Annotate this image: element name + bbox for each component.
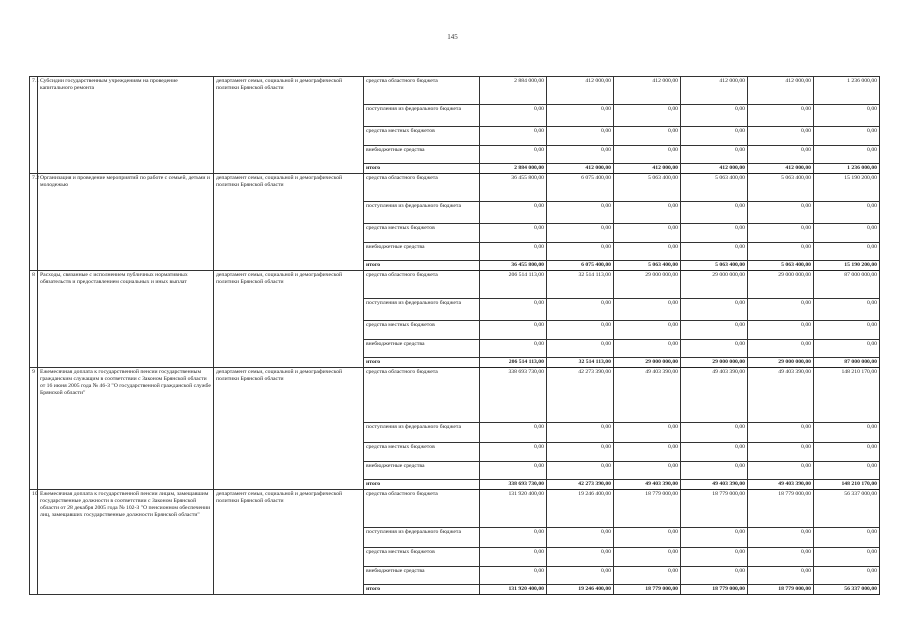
amount-cell: 18 779 000,00 bbox=[614, 585, 681, 595]
amount-cell: 0,00 bbox=[681, 224, 748, 243]
amount-cell: 32 514 113,00 bbox=[547, 271, 614, 299]
item-number: 10 bbox=[30, 490, 38, 595]
amount-cell: 0,00 bbox=[480, 127, 547, 146]
amount-cell: 0,00 bbox=[681, 548, 748, 567]
amount-cell: 0,00 bbox=[681, 567, 748, 585]
amount-cell: 2 884 000,00 bbox=[480, 164, 547, 174]
amount-cell: 0,00 bbox=[480, 462, 547, 480]
amount-cell: 0,00 bbox=[547, 340, 614, 358]
amount-cell: 0,00 bbox=[614, 224, 681, 243]
amount-cell: 0,00 bbox=[547, 548, 614, 567]
amount-cell: 0,00 bbox=[681, 299, 748, 321]
amount-cell: 49 403 390,00 bbox=[614, 368, 681, 423]
funding-source-label: средства местных бюджетов bbox=[364, 321, 480, 340]
funding-source-label: средства местных бюджетов bbox=[364, 548, 480, 567]
amount-cell: 29 000 000,00 bbox=[614, 271, 681, 299]
amount-cell: 412 000,00 bbox=[614, 164, 681, 174]
amount-cell: 0,00 bbox=[614, 548, 681, 567]
funding-source-label: средства местных бюджетов bbox=[364, 127, 480, 146]
item-number: 9 bbox=[30, 368, 38, 490]
amount-cell: 5 063 400,00 bbox=[614, 261, 681, 271]
amount-cell: 0,00 bbox=[814, 243, 880, 261]
amount-cell: 15 190 200,00 bbox=[814, 261, 880, 271]
funding-source-label: внебюджетные средства bbox=[364, 146, 480, 164]
amount-cell: 0,00 bbox=[681, 127, 748, 146]
amount-cell: 338 693 730,00 bbox=[480, 480, 547, 490]
amount-cell: 29 000 000,00 bbox=[681, 271, 748, 299]
amount-cell: 0,00 bbox=[748, 243, 814, 261]
item-name: Субсидии государственным учреждениям на проведение капитального ремонта bbox=[38, 77, 214, 174]
item-name: Организация и проведение мероприятий по работе с семьей, детьми и молодежью bbox=[38, 174, 214, 271]
amount-cell: 0,00 bbox=[814, 462, 880, 480]
funding-source-label: итого bbox=[364, 358, 480, 368]
amount-cell: 0,00 bbox=[614, 243, 681, 261]
amount-cell: 5 063 400,00 bbox=[681, 261, 748, 271]
item-number: 7.2 bbox=[30, 174, 38, 271]
item-number: 8 bbox=[30, 271, 38, 368]
funding-source-label: средства областного бюджета bbox=[364, 368, 480, 423]
amount-cell: 0,00 bbox=[748, 105, 814, 127]
amount-cell: 412 000,00 bbox=[614, 77, 681, 105]
amount-cell: 0,00 bbox=[480, 202, 547, 224]
amount-cell: 0,00 bbox=[614, 321, 681, 340]
funding-source-label: итого bbox=[364, 585, 480, 595]
item-name: Ежемесячная доплата к государственной пенсии лицам, замещавшим государственные должности в соответствии с Законом Брянской области от 28 декабря 2005 года № 102-З "О пенсионном обеспечении лиц, замещавших государственные должности Брянской области" bbox=[38, 490, 214, 595]
amount-cell: 29 000 000,00 bbox=[748, 358, 814, 368]
funding-source-label: поступления из федерального бюджета bbox=[364, 299, 480, 321]
amount-cell: 0,00 bbox=[681, 462, 748, 480]
amount-cell: 0,00 bbox=[814, 423, 880, 443]
amount-cell: 131 920 400,00 bbox=[480, 585, 547, 595]
amount-cell: 0,00 bbox=[681, 528, 748, 548]
amount-cell: 0,00 bbox=[614, 567, 681, 585]
funding-source-label: средства областного бюджета bbox=[364, 174, 480, 202]
amount-cell: 0,00 bbox=[547, 243, 614, 261]
amount-cell: 0,00 bbox=[814, 567, 880, 585]
amount-cell: 412 000,00 bbox=[547, 164, 614, 174]
amount-cell: 0,00 bbox=[681, 202, 748, 224]
amount-cell: 6 075 400,00 bbox=[547, 261, 614, 271]
funding-source-label: внебюджетные средства bbox=[364, 567, 480, 585]
amount-cell: 0,00 bbox=[814, 528, 880, 548]
amount-cell: 0,00 bbox=[748, 299, 814, 321]
amount-cell: 2 884 000,00 bbox=[480, 77, 547, 105]
funding-source-label: итого bbox=[364, 261, 480, 271]
amount-cell: 0,00 bbox=[748, 146, 814, 164]
amount-cell: 19 246 400,00 bbox=[547, 585, 614, 595]
amount-cell: 0,00 bbox=[547, 443, 614, 462]
amount-cell: 0,00 bbox=[814, 146, 880, 164]
funding-source-label: поступления из федерального бюджета bbox=[364, 105, 480, 127]
amount-cell: 5 063 400,00 bbox=[748, 174, 814, 202]
amount-cell: 0,00 bbox=[480, 105, 547, 127]
amount-cell: 0,00 bbox=[547, 528, 614, 548]
amount-cell: 0,00 bbox=[748, 548, 814, 567]
amount-cell: 0,00 bbox=[547, 105, 614, 127]
amount-cell: 0,00 bbox=[547, 224, 614, 243]
funding-source-label: поступления из федерального бюджета bbox=[364, 528, 480, 548]
amount-cell: 0,00 bbox=[814, 548, 880, 567]
item-number: 7.1 bbox=[30, 77, 38, 174]
amount-cell: 0,00 bbox=[681, 105, 748, 127]
amount-cell: 0,00 bbox=[480, 340, 547, 358]
item-executor: департамент семьи, социальной и демографической политики Брянской области bbox=[214, 490, 364, 595]
amount-cell: 0,00 bbox=[748, 340, 814, 358]
amount-cell: 0,00 bbox=[614, 202, 681, 224]
funding-source-label: внебюджетные средства bbox=[364, 243, 480, 261]
funding-row-regional bbox=[30, 271, 880, 299]
amount-cell: 0,00 bbox=[547, 567, 614, 585]
amount-cell: 36 455 800,00 bbox=[480, 261, 547, 271]
amount-cell: 0,00 bbox=[814, 299, 880, 321]
amount-cell: 49 403 390,00 bbox=[614, 480, 681, 490]
amount-cell: 0,00 bbox=[748, 462, 814, 480]
amount-cell: 18 779 000,00 bbox=[748, 490, 814, 528]
amount-cell: 0,00 bbox=[547, 299, 614, 321]
amount-cell: 206 514 113,00 bbox=[480, 271, 547, 299]
amount-cell: 0,00 bbox=[480, 528, 547, 548]
amount-cell: 15 190 200,00 bbox=[814, 174, 880, 202]
amount-cell: 1 236 000,00 bbox=[814, 164, 880, 174]
amount-cell: 0,00 bbox=[547, 202, 614, 224]
amount-cell: 0,00 bbox=[480, 146, 547, 164]
amount-cell: 56 337 000,00 bbox=[814, 585, 880, 595]
funding-source-label: итого bbox=[364, 164, 480, 174]
funding-source-label: средства местных бюджетов bbox=[364, 224, 480, 243]
funding-source-label: поступления из федерального бюджета bbox=[364, 423, 480, 443]
item-executor: департамент семьи, социальной и демографической политики Брянской области bbox=[214, 77, 364, 174]
amount-cell: 0,00 bbox=[614, 423, 681, 443]
amount-cell: 0,00 bbox=[814, 224, 880, 243]
amount-cell: 412 000,00 bbox=[681, 77, 748, 105]
amount-cell: 0,00 bbox=[614, 299, 681, 321]
amount-cell: 0,00 bbox=[480, 243, 547, 261]
amount-cell: 0,00 bbox=[748, 127, 814, 146]
amount-cell: 0,00 bbox=[681, 340, 748, 358]
amount-cell: 0,00 bbox=[814, 105, 880, 127]
amount-cell: 0,00 bbox=[748, 202, 814, 224]
amount-cell: 338 693 730,00 bbox=[480, 368, 547, 423]
amount-cell: 6 075 400,00 bbox=[547, 174, 614, 202]
amount-cell: 29 000 000,00 bbox=[614, 358, 681, 368]
amount-cell: 0,00 bbox=[480, 423, 547, 443]
funding-source-label: средства местных бюджетов bbox=[364, 443, 480, 462]
amount-cell: 5 063 400,00 bbox=[681, 174, 748, 202]
amount-cell: 0,00 bbox=[681, 443, 748, 462]
amount-cell: 0,00 bbox=[748, 423, 814, 443]
amount-cell: 1 236 000,00 bbox=[814, 77, 880, 105]
amount-cell: 0,00 bbox=[748, 224, 814, 243]
amount-cell: 0,00 bbox=[614, 528, 681, 548]
funding-source-label: внебюджетные средства bbox=[364, 340, 480, 358]
amount-cell: 56 337 000,00 bbox=[814, 490, 880, 528]
amount-cell: 0,00 bbox=[814, 340, 880, 358]
amount-cell: 0,00 bbox=[814, 202, 880, 224]
funding-table bbox=[29, 76, 880, 595]
item-name: Расходы, связанные с исполнением публичных нормативных обязательств и предоставлением социальных и иных выплат bbox=[38, 271, 214, 368]
amount-cell: 0,00 bbox=[681, 423, 748, 443]
amount-cell: 0,00 bbox=[614, 146, 681, 164]
amount-cell: 0,00 bbox=[547, 462, 614, 480]
amount-cell: 5 063 400,00 bbox=[748, 261, 814, 271]
amount-cell: 0,00 bbox=[614, 340, 681, 358]
amount-cell: 148 210 170,00 bbox=[814, 368, 880, 423]
amount-cell: 0,00 bbox=[480, 548, 547, 567]
amount-cell: 0,00 bbox=[547, 127, 614, 146]
amount-cell: 49 403 390,00 bbox=[681, 480, 748, 490]
amount-cell: 131 920 400,00 bbox=[480, 490, 547, 528]
funding-row-regional bbox=[30, 368, 880, 423]
amount-cell: 0,00 bbox=[814, 443, 880, 462]
item-executor: департамент семьи, социальной и демографической политики Брянской области bbox=[214, 271, 364, 368]
amount-cell: 0,00 bbox=[681, 321, 748, 340]
funding-row-regional bbox=[30, 490, 880, 528]
amount-cell: 36 455 800,00 bbox=[480, 174, 547, 202]
amount-cell: 0,00 bbox=[614, 462, 681, 480]
amount-cell: 412 000,00 bbox=[748, 164, 814, 174]
amount-cell: 19 246 400,00 bbox=[547, 490, 614, 528]
amount-cell: 206 514 113,00 bbox=[480, 358, 547, 368]
amount-cell: 148 210 170,00 bbox=[814, 480, 880, 490]
amount-cell: 0,00 bbox=[547, 321, 614, 340]
amount-cell: 0,00 bbox=[814, 321, 880, 340]
amount-cell: 18 779 000,00 bbox=[748, 585, 814, 595]
amount-cell: 0,00 bbox=[614, 443, 681, 462]
item-name: Ежемесячная доплата к государственной пенсии государственным гражданским служащим в соответствии с Законом Брянской области от 16 июня 2005 года № 46-З "О государственной гражданской службе Брянской области" bbox=[38, 368, 214, 490]
amount-cell: 0,00 bbox=[681, 146, 748, 164]
funding-source-label: поступления из федерального бюджета bbox=[364, 202, 480, 224]
funding-row-regional bbox=[30, 174, 880, 202]
amount-cell: 0,00 bbox=[748, 567, 814, 585]
amount-cell: 412 000,00 bbox=[547, 77, 614, 105]
amount-cell: 32 514 113,00 bbox=[547, 358, 614, 368]
amount-cell: 42 273 390,00 bbox=[547, 368, 614, 423]
item-executor: департамент семьи, социальной и демографической политики Брянской области bbox=[214, 368, 364, 490]
table-body bbox=[30, 77, 880, 595]
funding-source-label: итого bbox=[364, 480, 480, 490]
amount-cell: 0,00 bbox=[480, 224, 547, 243]
amount-cell: 29 000 000,00 bbox=[748, 271, 814, 299]
amount-cell: 0,00 bbox=[614, 127, 681, 146]
amount-cell: 412 000,00 bbox=[748, 77, 814, 105]
amount-cell: 0,00 bbox=[748, 321, 814, 340]
amount-cell: 0,00 bbox=[681, 243, 748, 261]
amount-cell: 0,00 bbox=[614, 105, 681, 127]
amount-cell: 49 403 390,00 bbox=[681, 368, 748, 423]
funding-source-label: средства областного бюджета bbox=[364, 271, 480, 299]
amount-cell: 0,00 bbox=[480, 567, 547, 585]
amount-cell: 0,00 bbox=[480, 443, 547, 462]
page-number: 145 bbox=[447, 33, 458, 41]
amount-cell: 87 000 000,00 bbox=[814, 271, 880, 299]
amount-cell: 18 779 000,00 bbox=[614, 490, 681, 528]
amount-cell: 0,00 bbox=[547, 146, 614, 164]
funding-row-regional bbox=[30, 77, 880, 105]
amount-cell: 49 403 390,00 bbox=[748, 480, 814, 490]
amount-cell: 412 000,00 bbox=[681, 164, 748, 174]
amount-cell: 5 063 400,00 bbox=[614, 174, 681, 202]
amount-cell: 0,00 bbox=[480, 321, 547, 340]
amount-cell: 87 000 000,00 bbox=[814, 358, 880, 368]
amount-cell: 49 403 390,00 bbox=[748, 368, 814, 423]
item-executor: департамент семьи, социальной и демографической политики Брянской области bbox=[214, 174, 364, 271]
amount-cell: 18 779 000,00 bbox=[681, 490, 748, 528]
amount-cell: 0,00 bbox=[547, 423, 614, 443]
amount-cell: 18 779 000,00 bbox=[681, 585, 748, 595]
amount-cell: 0,00 bbox=[814, 127, 880, 146]
funding-source-label: средства областного бюджета bbox=[364, 490, 480, 528]
funding-source-label: средства областного бюджета bbox=[364, 77, 480, 105]
amount-cell: 42 273 390,00 bbox=[547, 480, 614, 490]
amount-cell: 0,00 bbox=[748, 528, 814, 548]
amount-cell: 0,00 bbox=[748, 443, 814, 462]
funding-source-label: внебюджетные средства bbox=[364, 462, 480, 480]
amount-cell: 29 000 000,00 bbox=[681, 358, 748, 368]
amount-cell: 0,00 bbox=[480, 299, 547, 321]
